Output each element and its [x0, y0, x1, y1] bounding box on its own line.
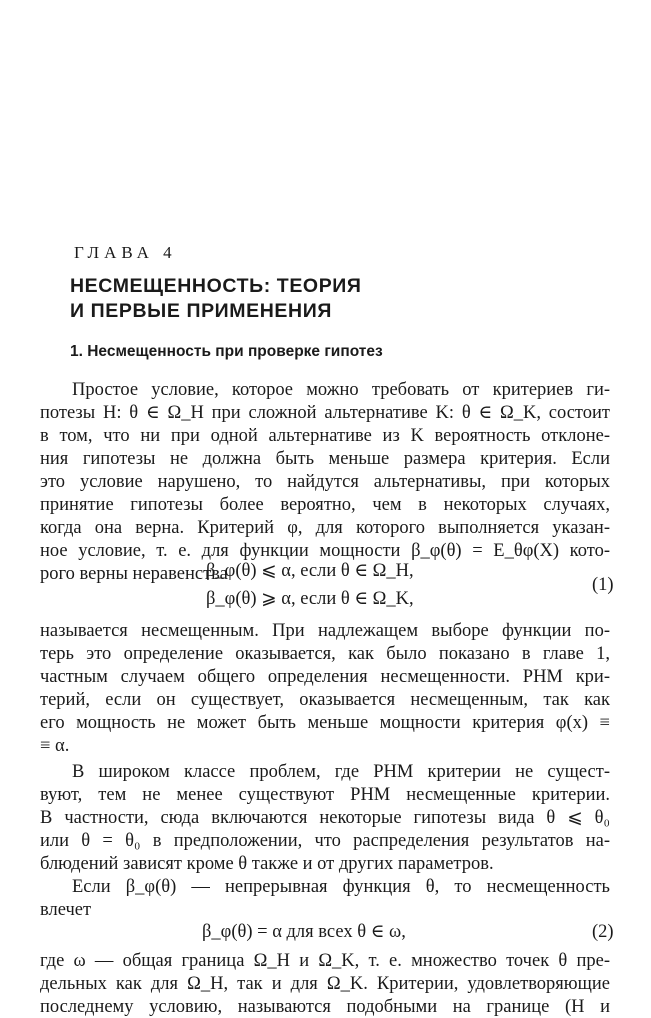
paragraph-line: его мощность не может быть меньше мощности критерия φ(x) ≡ — [40, 713, 610, 733]
paragraph-line: В частности, сюда включаются некоторые гипотезы вида θ ⩽ θ₀ — [40, 808, 610, 828]
paragraph-line: терий, если он существует, оказывается несмещенным, так как — [40, 690, 610, 710]
chapter-label: ГЛАВА 4 — [74, 243, 177, 262]
section-title: 1. Несмещенность при проверке гипотез — [70, 343, 383, 360]
equation-2: β_φ(θ) = α для всех θ ∈ ω, — [202, 922, 406, 942]
paragraph-line: или θ = θ₀ в предположении, что распределения результатов на- — [40, 831, 610, 851]
paragraph-line: где ω — общая граница Ω_H и Ω_K, т. е. множество точек θ пре- — [40, 951, 610, 971]
equation-number: (1) — [592, 575, 614, 595]
paragraph-line: В широком классе проблем, где РНМ критерии не сущест- — [72, 762, 610, 782]
paragraph-line: последнему условию, называются подобными на границе (H и — [40, 997, 610, 1017]
chapter-title-line: НЕСМЕЩЕННОСТЬ: ТЕОРИЯ — [70, 275, 362, 297]
paragraph-line: влечет — [40, 900, 92, 920]
paragraph-line: потезы H: θ ∈ Ω_H при сложной альтернативе K: θ ∈ Ω_K, состоит — [40, 403, 610, 423]
paragraph-line: это условие нарушено, то найдутся альтернативы, при которых — [40, 472, 610, 492]
paragraph-line: принятие гипотезы более вероятно, чем в некоторых случаях, — [40, 495, 610, 515]
paragraph-line: Простое условие, которое можно требовать от критериев ги- — [72, 380, 610, 400]
paragraph-line: когда она верна. Критерий φ, для которого выполняется указан- — [40, 518, 610, 538]
equation-1-line: β_φ(θ) ⩾ α, если θ ∈ Ω_K, — [206, 589, 414, 609]
paragraph-line: частным случаем общего определения несмещенности. РНМ кри- — [40, 667, 610, 687]
chapter-title-line: И ПЕРВЫЕ ПРИМЕНЕНИЯ — [70, 300, 332, 322]
paragraph-line: блюдений зависят кроме θ также и от других параметров. — [40, 854, 494, 874]
paragraph-line: дельных как для Ω_H, так и для Ω_K. Критерии, удовлетворяющие — [40, 974, 610, 994]
paragraph-line: ≡ α. — [40, 736, 70, 756]
paragraph-line: Если β_φ(θ) — непрерывная функция θ, то несмещенность — [72, 877, 610, 897]
paragraph-line: рого верны неравенства — [40, 564, 228, 584]
paragraph-line: терь это определение оказывается, как было показано в главе 1, — [40, 644, 610, 664]
paragraph-line: называется несмещенным. При надлежащем выборе функции по- — [40, 621, 610, 641]
paragraph-line: в том, что ни при одной альтернативе из K вероятность отклоне- — [40, 426, 610, 446]
paragraph-line: ния гипотезы не должна быть меньше размера критерия. Если — [40, 449, 610, 469]
paragraph-line: ное условие, т. е. для функции мощности β_φ(θ) = E_θφ(X) кото- — [40, 541, 610, 561]
equation-1-line: β_φ(θ) ⩽ α, если θ ∈ Ω_H, — [206, 561, 414, 581]
chapter-title — [70, 274, 362, 324]
paragraph-line: вуют, тем не менее существуют РНМ несмещенные критерии. — [40, 785, 610, 805]
equation-number: (2) — [592, 922, 614, 942]
